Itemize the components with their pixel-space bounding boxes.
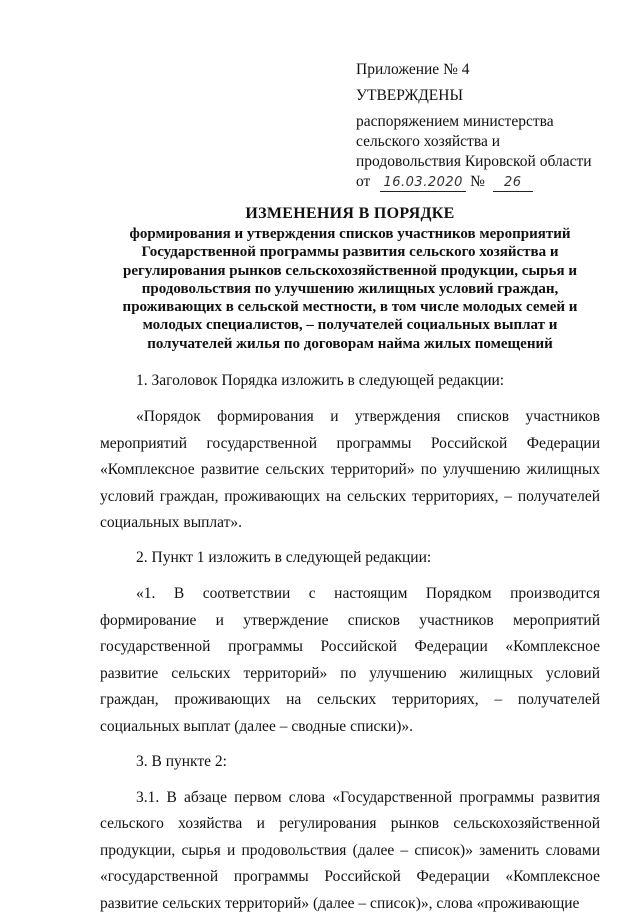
paragraph-4: «1. В соответствии с настоящим Порядком производится формирование и утверждение списков участников мероприятий государственной программы Российской Федерации «Комплексное развитие сельских территорий» по улучшению жилищных условий граждан, проживающих на сельских территориях, – получателей социальных выплат (далее – сводные списки)». (100, 584, 600, 735)
paragraph-6: 3.1. В абзаце первом слова «Государственной программы развития сельского хозяйства и регулирования рынков сельскохозяйственной продукции, сырья и продовольствия (далее – список)» заменить словами «государственной программы Российской Федерации «Комплексное развитие сельских территорий» (далее – список)», слова «проживающие (100, 788, 600, 912)
date-prefix: от (356, 173, 371, 190)
document-body (100, 368, 600, 918)
paragraph-2: «Порядок формирования и утверждения списков участников мероприятий государственной программы Российской Федерации «Комплексное развитие сельских территорий» по улучшению жилищных условий граждан, проживающих на сельских территориях, – получателей социальных выплат». (100, 408, 600, 532)
approval-line-2: сельского хозяйства и (356, 133, 500, 150)
title-heading: ИЗМЕНЕНИЯ В ПОРЯДКЕ (245, 205, 455, 222)
approval-line-1: распоряжением министерства (356, 113, 554, 130)
approval-line-3: продовольствия Кировской области (356, 153, 592, 170)
paragraph-5: 3. В пункте 2: (136, 752, 227, 770)
paragraph-1: 1. Заголовок Порядка изложить в следующей редакции: (136, 372, 505, 389)
approval-block (356, 60, 616, 192)
handwritten-date: 16.03.2020 (380, 175, 466, 192)
paragraph-3: 2. Пункт 1 изложить в следующей редакции: (136, 548, 432, 566)
number-prefix: № (470, 173, 485, 190)
title-subheading: формирования и утверждения списков участников мероприятий Государственной программы развития сельского хозяйства и регулирования рынков сельскохозяйственной продукции, сырья и продовольствия по улучшению жилищных условий граждан, проживающих в сельской местности, в том числе молодых семей и молодых специалистов, – получателей социальных выплат и получателей жилья по договорам найма жилых помещений (122, 226, 578, 352)
appendix-label: Приложение № 4 (356, 61, 470, 78)
handwritten-number: 26 (493, 175, 533, 192)
order-date-number (356, 172, 616, 192)
document-title (100, 204, 600, 353)
approved-label: УТВЕРЖДЕНЫ (356, 87, 463, 104)
